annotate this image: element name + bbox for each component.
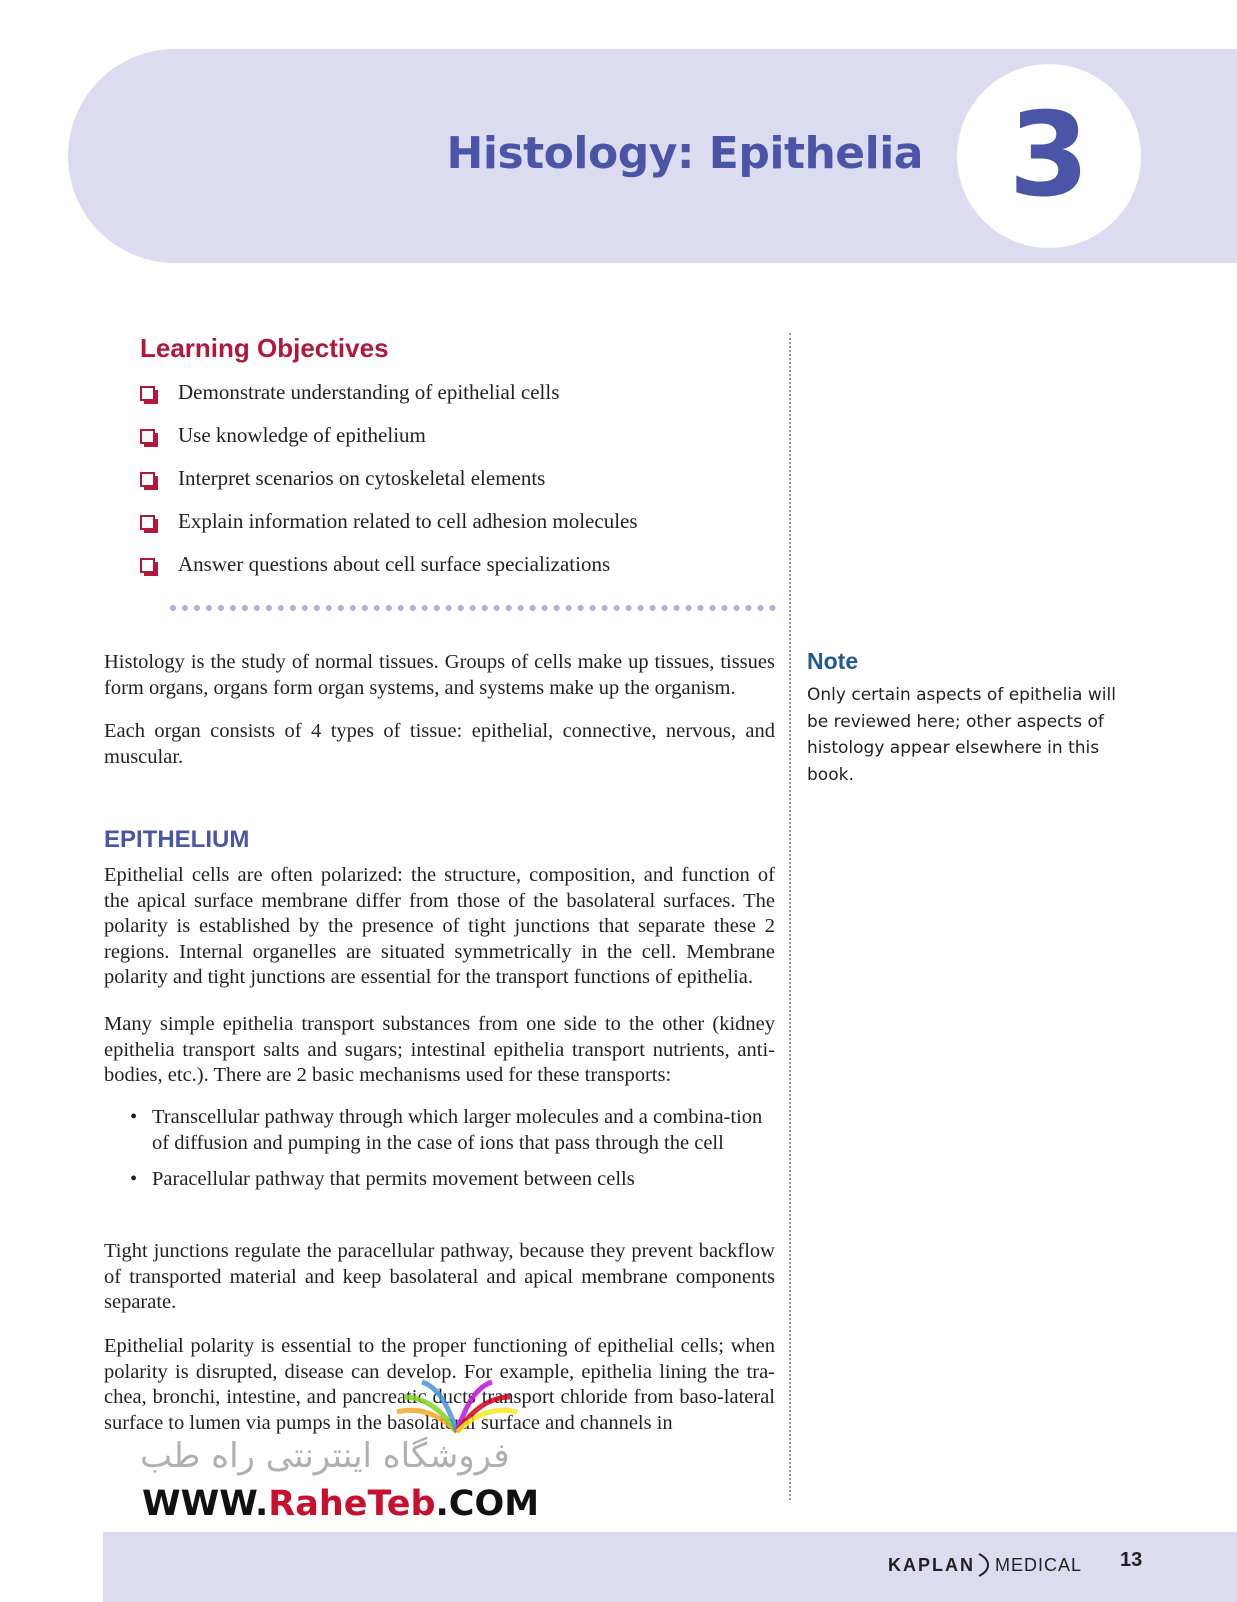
bullet-icon: • [130, 1168, 138, 1190]
objective-item [140, 552, 638, 595]
objective-text: Explain information related to cell adhesion molecules [178, 509, 638, 533]
note-text: Only certain aspects of epithelia will be reviewed here; other aspects of histology appear elsewhere in this book. [807, 685, 1116, 785]
checkbox-icon [140, 472, 155, 487]
checkbox-icon [140, 386, 155, 401]
transport-pathway-list [130, 1105, 775, 1204]
column-divider [789, 333, 791, 1500]
objective-text: Interpret scenarios on cytoskeletal elements [178, 466, 546, 490]
swoosh-icon [977, 1552, 991, 1578]
section-heading-epithelium: EPITHELIUM [104, 826, 250, 853]
objective-item [140, 466, 638, 509]
watermark-url-suffix: .COM [435, 1484, 540, 1524]
bullet-icon: • [130, 1106, 138, 1128]
objective-item [140, 509, 638, 552]
chapter-number-circle [957, 64, 1141, 248]
objective-text: Use knowledge of epithelium [178, 423, 426, 447]
checkbox-icon [140, 558, 155, 573]
watermark-persian-text: فروشگاه اینترنتی راه طب [140, 1436, 510, 1476]
objective-item [140, 380, 638, 423]
epithelium-paragraph-2 [104, 1012, 775, 1089]
note-title: Note [807, 648, 859, 674]
brand-division: MEDICAL [995, 1554, 1083, 1575]
checkbox-icon [140, 515, 155, 530]
body-paragraph: Epithelial polarity is essential to the proper functioning of epithelial cells; when polarity is disrupted, disease can develop. For example, epithelia lining the tra-chea, bronchi, intestine, and pancreatic ducts transport chloride from baso-lateral surface to lumen via pumps in the basolateral surface and channels in [104, 1335, 775, 1434]
objective-text: Demonstrate understanding of epithelial cells [178, 380, 560, 404]
list-item-text: Paracellular pathway that permits movement between cells [152, 1168, 635, 1190]
learning-objectives-list [140, 380, 638, 595]
page-number: 13 [1120, 1549, 1143, 1571]
objective-text: Answer questions about cell surface specializations [178, 552, 611, 576]
list-item [130, 1167, 775, 1193]
body-paragraph: Tight junctions regulate the paracellular pathway, because they prevent backflow of transported material and keep basolateral and apical membrane components separate. [104, 1240, 775, 1313]
intro-paragraph-1 [104, 650, 775, 701]
epithelium-paragraph-3 [104, 1239, 775, 1316]
list-item-text: Transcellular pathway through which larger molecules and a combina-tion of diffusion and pumping in the case of ions that pass through the cell [152, 1106, 763, 1154]
list-item [130, 1105, 775, 1156]
checkbox-icon [140, 429, 155, 444]
intro-paragraph-2 [104, 719, 775, 770]
watermark-url-accent: RaheTeb [268, 1484, 436, 1524]
body-paragraph: Histology is the study of normal tissues. Groups of cells make up tissues, tissues form organs, organs form organ systems, and systems make up the organism. [104, 651, 775, 699]
body-paragraph: Each organ consists of 4 types of tissue: epithelial, connective, nervous, and muscular. [104, 720, 775, 768]
epithelium-paragraph-1 [104, 863, 775, 991]
body-paragraph: Epithelial cells are often polarized: the structure, composition, and function of the apical surface membrane differ from those of the basolateral surfaces. The polarity is established by the presence of tight junctions that separate these 2 regions. Internal organelles are situated symmetrically in the cell. Membrane polarity and tight junctions are essential for the transport functions of epithelia. [104, 864, 775, 988]
chapter-title: Histology: Epithelia [446, 128, 923, 179]
book-logo-icon [392, 1372, 522, 1442]
publisher-logo [888, 1547, 1082, 1583]
brand-name: KAPLAN [888, 1554, 975, 1575]
dotted-separator [170, 605, 776, 611]
watermark-url [142, 1484, 539, 1524]
chapter-number: 3 [1008, 88, 1090, 223]
learning-objectives-title: Learning Objectives [140, 333, 389, 363]
watermark-url-prefix: WWW. [142, 1484, 269, 1524]
body-paragraph: Many simple epithelia transport substances from one side to the other (kidney epithelia transport salts and sugars; intestinal epithelia transport nutrients, anti-bodies, etc.). There are 2 basic mechanisms used for these transports: [104, 1013, 775, 1086]
objective-item [140, 423, 638, 466]
